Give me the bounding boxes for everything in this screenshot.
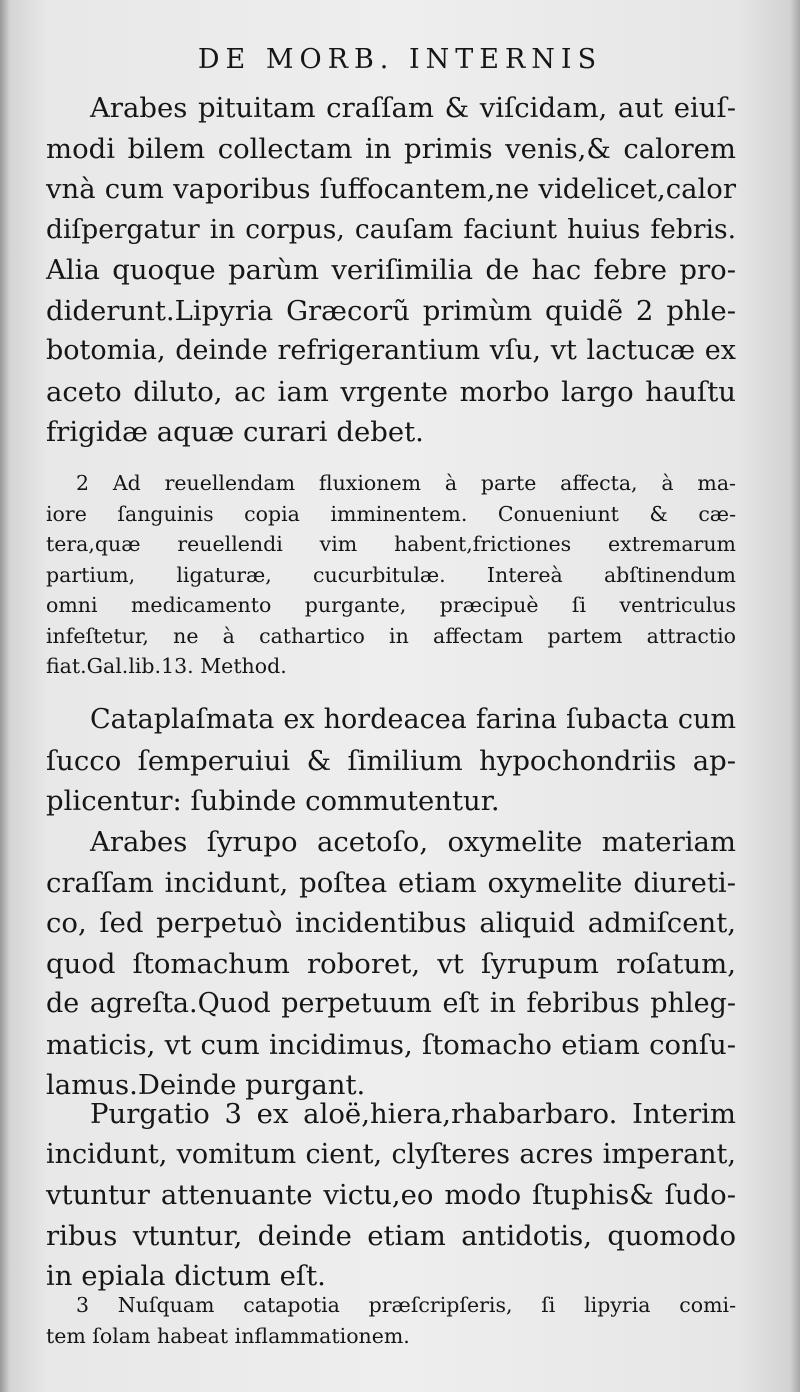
text-line: vtuntur attenuante victu,eo modo ſtuphis& ſudo-: [46, 1179, 736, 1211]
note-line: 2 Ad reuellendam fluxionem à parte affecta, à ma-: [76, 471, 736, 495]
page-left-shadow: [0, 0, 10, 1392]
text-line: ſucco ſemperuiui & ſimilium hypochondriis ap-: [46, 744, 736, 777]
text-line: botomia, deinde refrigerantium vſu, vt lactucæ ex: [46, 335, 736, 366]
marginal-note-3: [46, 1290, 736, 1351]
text-line: maticis, vt cum incidimus, ſtomacho etiam conſu-: [46, 1028, 736, 1061]
text-line: ribus vtuntur, deinde etiam antidotis, quomodo: [46, 1219, 736, 1252]
text-line: craſſam incidunt, poſtea etiam oxymelite diureti-: [46, 866, 736, 899]
paragraph-cataplasmata: [46, 700, 736, 822]
note-line: fiat.Gal.lib.13. Method.: [46, 654, 287, 678]
text-line: Alia quoque parùm veriſimilia de hac febre pro-: [46, 254, 736, 286]
text-line: diderunt.Lipyria Græcorũ primùm quidẽ 2 phle-: [46, 294, 736, 327]
paragraph-arabes-syrupo: [46, 822, 736, 1106]
text-line: diſpergatur in corpus, cauſam faciunt huius febris.: [46, 213, 736, 245]
text-line: quod ſtomachum roboret, vt ſyrupum roſatum,: [46, 947, 736, 980]
text-line: incidunt, vomitum cient, clyſteres acres imperant,: [46, 1138, 736, 1170]
note-line: partium, ligaturæ, cucurbitulæ. Intereà abſtinendum: [46, 562, 736, 587]
marginal-note-2: [46, 468, 736, 682]
text-line: Arabes pituitam craſſam & viſcidam, aut eiuſ-: [90, 92, 736, 124]
text-line: frigidæ aquæ curari debet.: [46, 416, 424, 448]
text-line: Cataplaſmata ex hordeacea farina ſubacta cum: [90, 704, 736, 735]
page-right-shadow: [790, 0, 800, 1392]
text-line: de agreſta.Quod perpetuum eſt in febribus phleg-: [46, 988, 736, 1019]
text-line: lamus.Deinde purgant.: [46, 1069, 366, 1101]
text-line: modi bilem collectam in primis venis,& calorem: [46, 132, 736, 165]
text-line: in epiala dictum eſt.: [46, 1260, 326, 1292]
note-line: iore ſanguinis copia imminentem. Conueniunt & cæ-: [46, 501, 736, 526]
text-line: co, ſed perpetuò incidentibus aliquid admiſcent,: [46, 907, 736, 939]
note-line: tem ſolam habeat inflammationem.: [46, 1323, 410, 1348]
paragraph-arabes-pituitam: [46, 88, 736, 453]
text-line: plicentur: ſubinde commutentur.: [46, 785, 500, 817]
note-line: 3 Nuſquam catapotia præſcripſeris, ſi lipyria comi-: [76, 1293, 736, 1317]
text-line: Arabes ſyrupo acetoſo, oxymelite materiam: [90, 826, 736, 858]
note-line: tera,quæ reuellendi vim habent,frictiones extremarum: [46, 532, 736, 556]
note-line: omni medicamento purgante, præcipuè ſi ventriculus: [46, 593, 736, 617]
text-line: vnà cum vaporibus ſuffocantem,ne videlicet,calor: [46, 173, 736, 205]
text-line: aceto diluto, ac iam vrgente morbo largo hauſtu: [46, 375, 736, 408]
note-line: infeſtetur, ne à cathartico in affectam partem attractio: [46, 623, 736, 648]
running-head: DE MORB. INTERNIS: [197, 44, 603, 75]
paragraph-purgatio: [46, 1094, 736, 1297]
text-line: Purgatio 3 ex aloë,hiera,rhabarbaro. Interim: [90, 1098, 736, 1130]
